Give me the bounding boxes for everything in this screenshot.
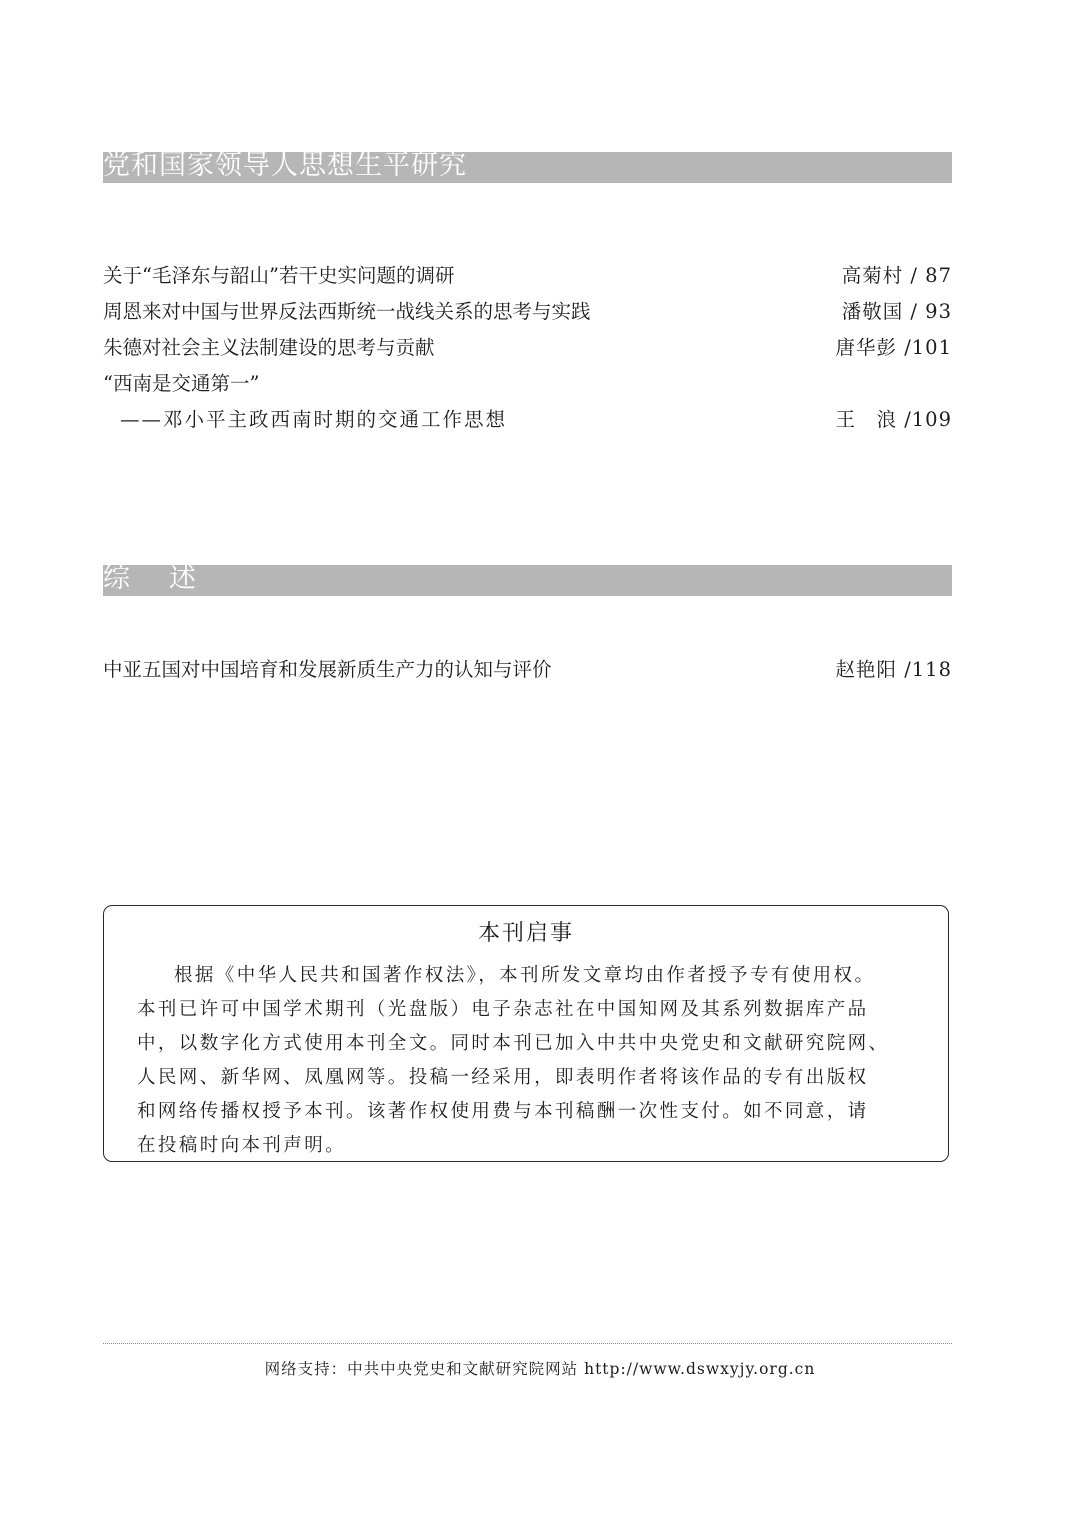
section-heading-bar: [103, 152, 952, 183]
toc-entry-author: 唐华彭: [835, 336, 897, 359]
section-heading: 综 述: [103, 563, 202, 594]
notice-line: 中，以数字化方式使用本刊全文。同时本刊已加入中共中央党史和文献研究院网、: [137, 1033, 890, 1054]
notice-line: 本刊已许可中国学术期刊（光盘版）电子杂志社在中国知网及其系列数据库产品: [137, 999, 869, 1020]
toc-entry-page: /118: [904, 658, 952, 681]
toc-entry-subtitle[interactable]: ——邓小平主政西南时期的交通工作思想: [120, 408, 508, 431]
notice-line: 在投稿时向本刊声明。: [137, 1135, 347, 1156]
toc-entry-author: 潘敬国: [841, 300, 904, 323]
toc-entry-author: 高菊村: [841, 264, 904, 287]
toc-entry-title[interactable]: “西南是交通第一”: [103, 372, 260, 395]
notice-title: 本刊启事: [477, 921, 574, 946]
toc-entry-author-page: [835, 405, 952, 435]
toc-entry-author: 赵艳阳: [835, 658, 897, 681]
toc-entry[interactable]: [103, 333, 952, 363]
toc-entry[interactable]: [103, 261, 952, 291]
toc-entry-title[interactable]: 中亚五国对中国培育和发展新质生产力的认知与评价: [103, 658, 552, 681]
toc-entry[interactable]: [103, 297, 952, 327]
notice-box: [103, 905, 949, 1162]
toc-entry-page: / 93: [910, 300, 952, 323]
section-heading: 党和国家领导人思想生平研究: [103, 150, 467, 181]
toc-entry-title[interactable]: 关于“毛泽东与韶山”若干史实问题的调研: [103, 264, 455, 287]
toc-entry-author: 王 浪: [835, 408, 897, 431]
toc-entry-title[interactable]: 朱德对社会主义法制建设的思考与贡献: [103, 336, 435, 359]
notice-line: 和网络传播权授予本刊。该著作权使用费与本刊稿酬一次性支付。如不同意，请: [137, 1101, 869, 1122]
toc-entry-page: /101: [904, 336, 952, 359]
toc-entry-author-page: [835, 655, 952, 685]
toc-entry-author-page: [835, 333, 952, 363]
toc-entry[interactable]: [103, 655, 952, 685]
footer-divider: [103, 1343, 952, 1344]
section-heading-bar: [103, 565, 952, 596]
toc-entry-author-page: [842, 297, 952, 327]
toc-entry-subtitle-row[interactable]: [103, 405, 952, 435]
notice-line: 人民网、新华网、凤凰网等。投稿一经采用，即表明作者将该作品的专有出版权: [137, 1067, 869, 1088]
toc-entry-page: / 87: [910, 264, 952, 287]
notice-line: 根据《中华人民共和国著作权法》，本刊所发文章均由作者授予专有使用权。: [174, 965, 876, 986]
footer-url-link[interactable]: http://www.dswxyjy.org.cn: [584, 1360, 816, 1378]
toc-entry-title[interactable]: 周恩来对中国与世界反法西斯统一战线关系的思考与实践: [103, 300, 591, 323]
toc-entry[interactable]: [103, 369, 952, 399]
toc-entry-page: /109: [904, 408, 952, 431]
footer: [0, 1357, 1080, 1379]
footer-label: 网络支持：中共中央党史和文献研究院网站: [264, 1360, 579, 1378]
toc-entry-author-page: [842, 261, 952, 291]
